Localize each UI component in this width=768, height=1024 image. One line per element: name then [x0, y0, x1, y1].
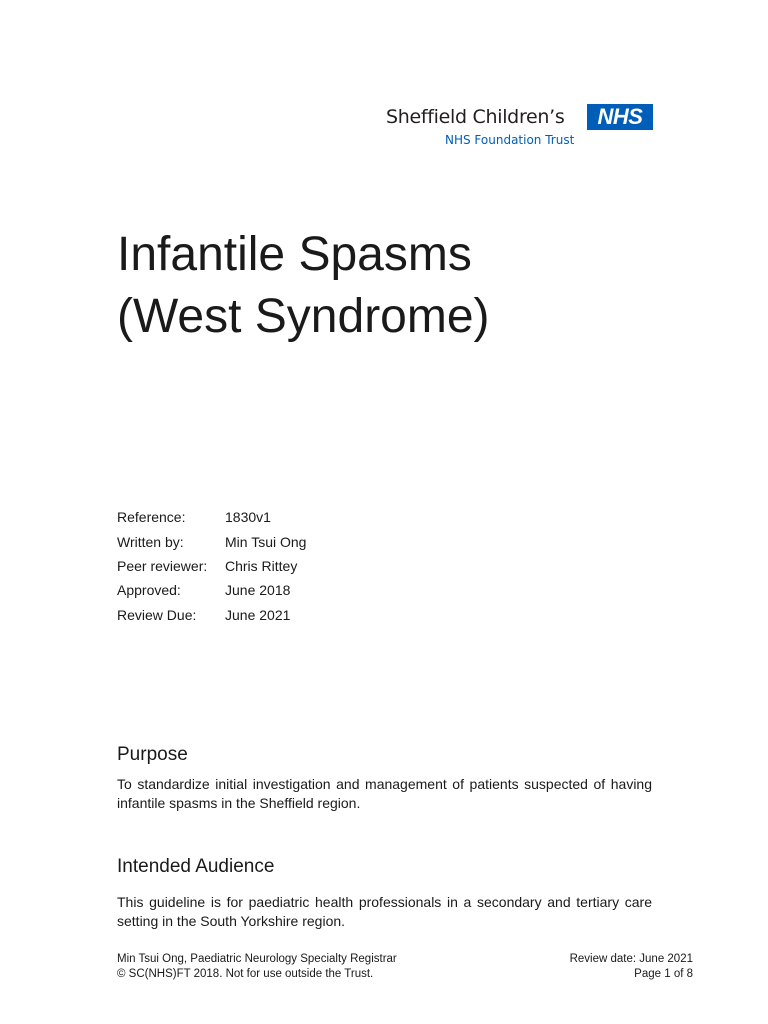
meta-value: 1830v1 [225, 509, 271, 526]
logo-subtitle: NHS Foundation Trust [445, 133, 575, 147]
document-metadata [117, 505, 306, 627]
meta-row-approved [117, 578, 306, 602]
purpose-heading: Purpose [117, 744, 188, 765]
footer-review-date: Review date: June 2021 [569, 953, 693, 965]
meta-value: June 2018 [225, 582, 291, 599]
meta-value: June 2021 [225, 606, 291, 623]
meta-value: Min Tsui Ong [225, 533, 307, 550]
meta-label: Approved: [117, 582, 181, 599]
footer-copyright: © SC(NHS)FT 2018. Not for use outside the Trust. [117, 968, 374, 980]
document-title [117, 224, 717, 348]
logo-trust-name: Sheffield Children’s [386, 106, 565, 128]
meta-label: Written by: [117, 533, 184, 550]
meta-label: Review Due: [117, 606, 197, 623]
title-line-1: Infantile Spasms [117, 228, 472, 281]
meta-row-written-by [117, 529, 306, 553]
trust-logo [386, 103, 656, 153]
footer-right [570, 952, 693, 982]
nhs-badge: NHS [587, 104, 653, 130]
title-line-2: (West Syndrome) [117, 290, 490, 343]
meta-label: Reference: [117, 509, 186, 526]
meta-row-review-due [117, 603, 306, 627]
meta-label: Peer reviewer: [117, 557, 208, 574]
meta-value: Chris Rittey [225, 557, 298, 574]
meta-row-reference [117, 505, 306, 529]
footer-left [117, 952, 397, 982]
audience-heading: Intended Audience [117, 856, 275, 877]
footer-author: Min Tsui Ong, Paediatric Neurology Specialty Registrar [117, 953, 397, 965]
meta-row-peer-reviewer [117, 554, 306, 578]
audience-text: This guideline is for paediatric health professionals in a secondary and tertiary care setting in the South Yorkshire region. [117, 894, 652, 929]
footer-page-number: Page 1 of 8 [634, 968, 693, 980]
purpose-text: To standardize initial investigation and management of patients suspected of having infantile spasms in the Sheffield region. [117, 776, 652, 811]
